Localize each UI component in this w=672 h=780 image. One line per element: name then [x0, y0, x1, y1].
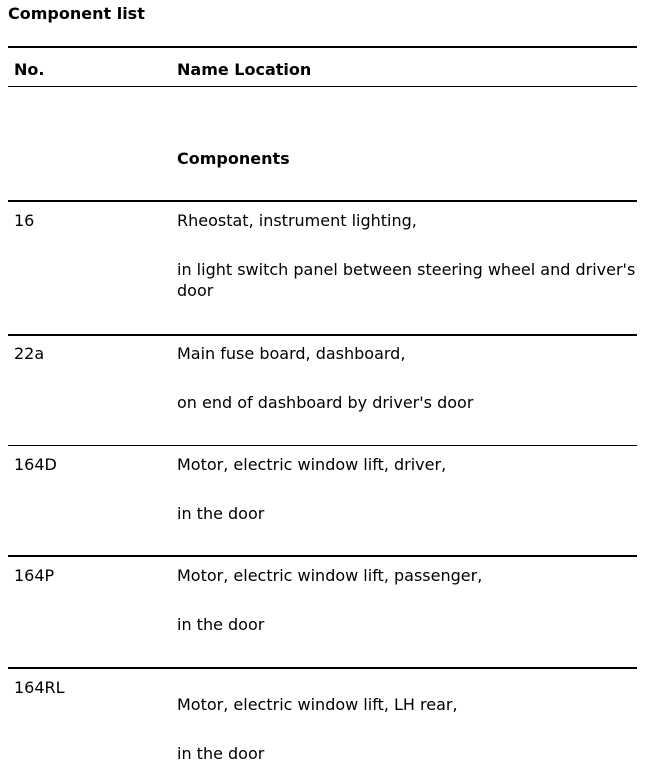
row-divider: [8, 555, 637, 557]
row-number: 164P: [14, 566, 55, 585]
row-location: in the door: [177, 615, 265, 634]
row-divider: [8, 200, 637, 202]
row-location: in the door: [177, 504, 265, 523]
page-title: Component list: [8, 4, 145, 23]
header-bottom-rule: [8, 86, 637, 87]
row-divider: [8, 334, 637, 336]
row-number: 164D: [14, 455, 57, 474]
row-divider: [8, 667, 637, 669]
row-name: Motor, electric window lift, passenger,: [177, 566, 483, 585]
row-name: Motor, electric window lift, LH rear,: [177, 695, 458, 714]
row-number: 16: [14, 211, 35, 230]
row-location: in light switch panel between steering wheel and driver's door: [177, 260, 636, 300]
row-number: 164RL: [14, 678, 65, 697]
row-divider: [8, 445, 637, 446]
section-label: Components: [177, 149, 290, 168]
row-name: Rheostat, instrument lighting,: [177, 211, 417, 230]
row-number: 22a: [14, 344, 45, 363]
header-no: No.: [14, 60, 45, 79]
row-location: in the door: [177, 744, 265, 763]
table-top-rule: [8, 46, 637, 48]
row-name: Main fuse board, dashboard,: [177, 344, 406, 363]
row-name: Motor, electric window lift, driver,: [177, 455, 447, 474]
row-location: on end of dashboard by driver's door: [177, 393, 474, 412]
header-name-location: Name Location: [177, 60, 312, 79]
